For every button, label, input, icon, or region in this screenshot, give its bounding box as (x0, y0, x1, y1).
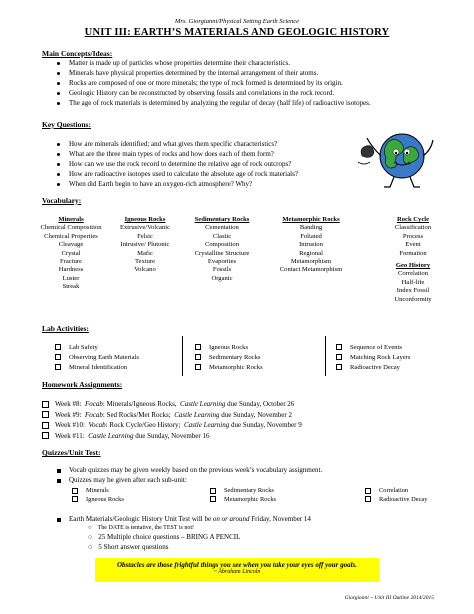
quote-box (95, 558, 379, 582)
checkbox-icon (195, 344, 201, 350)
vocab-term: Half-life (401, 278, 425, 286)
list-item: Observing Earth Materials (55, 353, 139, 363)
column-header: Minerals (58, 216, 84, 223)
lab-column-2 (195, 343, 263, 373)
key-questions-list (55, 140, 298, 190)
vocab-term: Intrusive/ Plutonic (120, 241, 170, 249)
vocab-term: Crystalline Structure (194, 249, 250, 257)
page-footer: Giorgianni ~ Unit III Outline 2014/2015 (344, 595, 434, 601)
vocab-term: Evaporites (207, 258, 237, 266)
vocab-term: Regional (299, 249, 323, 257)
vocab-term: Felsic (137, 232, 153, 240)
vocab-term: Extrusive/Volcanic (119, 224, 171, 232)
vocab-term: Luster (62, 274, 80, 282)
vocab-column-metamorphic (266, 216, 356, 275)
quote-text: Obstacles are those frightful things you see when you take your eyes off your goals. (116, 561, 357, 569)
checkbox-icon (72, 488, 78, 494)
vocab-term: Formation (399, 249, 427, 257)
list-item: Radioactive Decay (365, 496, 427, 505)
vocab-term: Cleavage (58, 241, 84, 249)
list-item: How are radioactive isotopes used to calculate the absolute age of rock materials? (55, 170, 298, 180)
vocab-term: Event (405, 241, 421, 249)
homework-heading: Homework Assignments: (42, 380, 123, 389)
key-questions-heading: Key Questions: (42, 120, 91, 129)
divider (325, 336, 326, 376)
list-item: Vocab quizzes may be given weekly based on the previous week’s vocabulary assignment. (55, 466, 322, 476)
list-item: Metamorphic Rocks (210, 496, 276, 505)
homework-item: Week #8: Focab: Minerals/Igneous Rocks, Castle Learning due Sunday, October 26 (42, 399, 302, 410)
list-item: Correlation (365, 487, 427, 496)
list-item: Igneous Rocks (72, 496, 124, 505)
list-item: What are the three main types of rocks and how does each of them form? (55, 150, 298, 160)
quote-author: ~ Abraham Lincoln (213, 569, 261, 576)
list-item: Geologic History can be reconstructed by observing fossils and correlations in the rock record. (55, 89, 371, 99)
vocab-term: Intrusion (299, 241, 323, 249)
column-header: Igneous Rocks (124, 216, 166, 223)
checkbox-icon (195, 354, 201, 360)
list-item: Matter is made up of particles whose properties determine their characteristics. (55, 59, 371, 69)
checkbox-icon (336, 354, 342, 360)
vocab-term: Composition (204, 241, 240, 249)
list-item: How can we use the rock record to determine the relative age of rock outcrops? (55, 160, 298, 170)
list-item: Igneous Rocks (195, 343, 263, 353)
vocab-column-sedimentary (183, 216, 261, 283)
checkbox-icon (55, 354, 61, 360)
list-item: Sequence of Events (336, 343, 410, 353)
list-item: Radioactive Decay (336, 363, 410, 373)
homework-item: Week #11: Castle Learning due Sunday, November 16 (42, 431, 302, 442)
subunit-column-2 (210, 487, 276, 504)
list-item: How are minerals identified; and what gives them specific characteristics? (55, 140, 298, 150)
lab-column-3 (336, 343, 410, 373)
homework-item: Week #10: Vocab: Rock Cycle/Geo History; Castle Learning due Sunday, November 9 (42, 420, 302, 431)
divider (182, 336, 183, 376)
list-item: The age of rock materials is determined by analyzing the regular of decay (half life) of radioactive isotopes. (55, 99, 371, 109)
course-header: Mrs. Giorgianni/Physical Setting Earth Science (174, 18, 300, 25)
homework-item: Week #9: Focab: Sed Rocks/Met Rocks; Castle Learning due Sunday, November 2 (42, 410, 302, 421)
date-note: ○ The DATE is tentative, the TEST is not! (88, 525, 195, 531)
checkbox-icon (42, 401, 49, 408)
main-concepts-list (55, 59, 371, 109)
checkbox-icon (365, 488, 371, 494)
checkbox-icon (55, 364, 61, 370)
vocab-term: Index Fossil (396, 287, 430, 295)
lab-activities-heading: Lab Activities: (42, 324, 89, 333)
list-item: Metamorphic Rocks (195, 363, 263, 373)
list-item: Sedimentary Rocks (195, 353, 263, 363)
subunit-column-3 (365, 487, 427, 504)
vocab-term: Clastic (212, 232, 232, 240)
list-item: Minerals have physical properties determined by the internal arrangement of their atoms. (55, 69, 371, 79)
vocab-term: Process (402, 232, 424, 240)
checkbox-icon (210, 496, 216, 502)
vocab-column-rock-cycle (382, 216, 444, 304)
column-header: Metamorphic Rocks (282, 216, 340, 223)
vocab-term: Metamorphism (290, 258, 332, 266)
page-title: UNIT III: EARTH’S MATERIALS AND GEOLOGIC HISTORY (84, 27, 390, 38)
column-header: Rock Cycle (396, 216, 430, 223)
earth-globe-clipart (354, 126, 436, 190)
checkbox-icon (42, 411, 49, 418)
main-concepts-heading: Main Concepts/Ideas: (42, 49, 113, 58)
vocabulary-heading: Vocabulary: (42, 196, 82, 205)
list-item: Mineral Identification (55, 363, 139, 373)
list-item: Rocks are composed of one or more minerals; the type of rock formed is determined by its origin. (55, 79, 371, 89)
list-item: Earth Materials/Geologic History Unit Test will be on or around Friday, November 14 (55, 515, 311, 525)
vocab-term: Organic (211, 274, 233, 282)
vocab-term: Streak (62, 283, 80, 291)
quizzes-heading: Quizzes/Unit Test: (42, 448, 101, 457)
checkbox-icon (42, 432, 49, 439)
checkbox-icon (72, 496, 78, 502)
checkbox-icon (55, 344, 61, 350)
vocab-term: Hardness (58, 266, 84, 274)
vocab-term: Fracture (60, 258, 82, 266)
list-item: ○ 5 Short answer questions (88, 542, 169, 551)
vocab-term: Banding (299, 224, 323, 232)
checkbox-icon (210, 488, 216, 494)
vocab-term: Cementation (205, 224, 239, 232)
list-item: Quizzes may be given after each sub-unit: (55, 476, 322, 486)
subunit-column-1 (72, 487, 124, 504)
vocab-term: Correlation (397, 270, 429, 278)
vocab-term: Unconformity (394, 295, 432, 303)
vocab-term: Classification (394, 224, 432, 232)
checkbox-icon (336, 364, 342, 370)
checkbox-icon (365, 496, 371, 502)
checkbox-icon (195, 364, 201, 370)
vocab-term: Chemical Properties (44, 232, 98, 240)
list-item: Minerals (72, 487, 124, 496)
vocab-column-igneous (112, 216, 178, 275)
checkbox-icon (336, 344, 342, 350)
lab-column-1 (55, 343, 139, 373)
list-item: ○ 25 Multiple choice questions – BRING A PENCIL (88, 533, 241, 541)
vocab-term: Volcano (134, 266, 156, 274)
vocab-term: Foliated (300, 232, 322, 240)
column-header: Geo History (395, 262, 431, 270)
list-item: Sedimentary Rocks (210, 487, 276, 496)
vocab-term: Mafic (137, 249, 153, 257)
test-parts (88, 533, 240, 552)
list-item: Lab Safety (55, 343, 139, 353)
list-item: When did Earth begin to have an oxygen-rich atmosphere? Why? (55, 180, 298, 190)
vocab-column-minerals (33, 216, 109, 292)
vocab-term: Fossils (212, 266, 232, 274)
list-item: Matching Rock Layers (336, 353, 410, 363)
homework-list (42, 399, 302, 441)
column-header: Sedimentary Rocks (194, 216, 250, 223)
vocab-term: Crystal (61, 249, 81, 257)
vocab-term: Contact Metamorphism (279, 266, 343, 274)
vocab-term: Chemical Composition (40, 224, 102, 232)
quizzes-list (55, 466, 322, 486)
vocab-term: Texture (134, 258, 156, 266)
checkbox-icon (42, 422, 49, 429)
